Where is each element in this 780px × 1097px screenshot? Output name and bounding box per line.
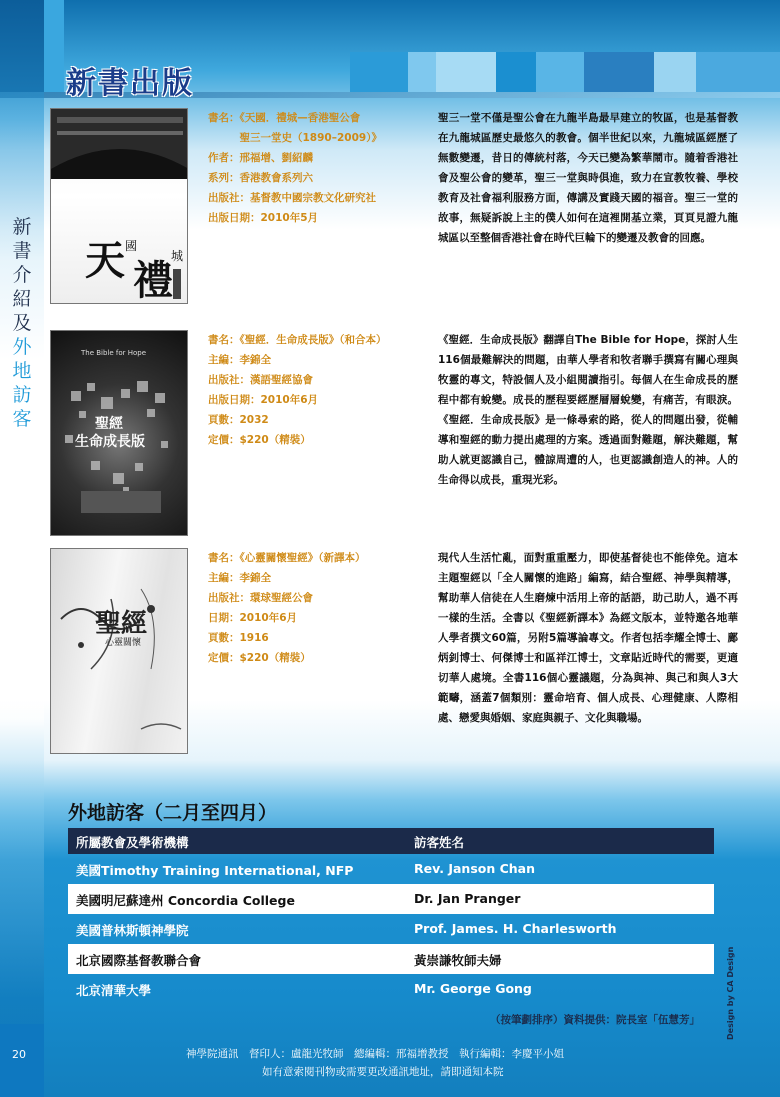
book-3-meta-date: 日期：2010年6月 bbox=[208, 612, 298, 624]
page-number: 20 bbox=[12, 1048, 26, 1061]
side-label-char: 外 bbox=[12, 336, 32, 358]
side-label-a: 新 bbox=[12, 216, 32, 238]
table-row bbox=[68, 914, 714, 944]
book-3-meta-title: 書名：《心靈關懷聖經》（新譯本） bbox=[208, 552, 366, 564]
table-row bbox=[68, 944, 714, 974]
book-3-description: 現代人生活忙亂，面對重重壓力，即使基督徒也不能倖免。這本主題聖經以「全人關懷的進路」編寫，結合聖經、神學與精導，幫助華人信徒在人生磨煉中活用上帝的話語，助己助人，過不再一樣的生活。全書以《聖經新譯本》為經文版本，並特邀各地華人學者撰文60篇，另附5篇導論專文。作者包括李耀全博士、鄺炳釗博士、何傑博士和區祥江博士，文章貼近時代的需要，更適切華人處境。全書116個心靈議題，分為與神、與己和與人3大範疇，涵蓋7個類別：靈命培育、個人成長、心理健康、人際相處、戀愛與婚姻、家庭與親子、文化與職場。 bbox=[438, 552, 738, 724]
book-3-meta-editor: 主編：李錦全 bbox=[208, 572, 271, 584]
cover1-char-big2: 禮 bbox=[133, 257, 173, 304]
book-1-meta-author: 作者：邢福增、劉紹麟 bbox=[208, 152, 313, 164]
book-2-meta-publisher: 出版社：漢語聖經協會 bbox=[208, 374, 313, 386]
institution-cell: 北京國際基督教聯合會 bbox=[76, 953, 202, 968]
side-strip bbox=[0, 0, 44, 1097]
book-3-meta bbox=[208, 548, 366, 668]
visitors-table bbox=[68, 828, 714, 1004]
visitors-table-header bbox=[68, 828, 714, 854]
book-3-meta-price: 定價：$220（精裝） bbox=[208, 652, 311, 664]
side-label bbox=[10, 215, 34, 431]
side-label-char: 書 bbox=[12, 240, 32, 262]
book-2-meta-date: 出版日期：2010年6月 bbox=[208, 394, 319, 406]
design-credit: Design by CA Design bbox=[726, 946, 735, 1040]
book-2-meta bbox=[208, 330, 387, 450]
book-1-meta bbox=[208, 108, 382, 228]
book-2-description: 《聖經．生命成長版》翻譯自The Bible for Hope，探討人生116個最難解決的問題，由華人學者和牧者聯手撰寫有關心理與牧靈的專文，特設個人及小組閱讀指引。每個人在生命成長的歷程中都有蛻變。成長的歷程要經歷層層蛻變，有痛苦，有眼淚。《聖經．生命成長版》是一條尋索的路，從人的問題出發，從輔導和聖經的動力提出處理的方案。透過面對難題，解決難題，幫助人就更認識自己，體諒周遭的人，也更認識創造人的神。人的生命得以成長，重現光彩。 bbox=[438, 334, 738, 486]
table-row bbox=[68, 854, 714, 884]
side-label-char: 客 bbox=[12, 408, 32, 430]
header-institution: 所屬教會及學術機構 bbox=[76, 835, 189, 850]
side-label-char: 訪 bbox=[12, 384, 32, 406]
book-1-meta-title-cont: 聖三一堂史（1890–2009）》 bbox=[208, 132, 382, 144]
institution-cell: 美國普林斯頓神學院 bbox=[76, 923, 189, 938]
header-visitor-name: 訪客姓名 bbox=[414, 835, 465, 850]
book-2-meta-price: 定價：$220（精裝） bbox=[208, 434, 311, 446]
cover1-char-big1: 天 bbox=[85, 237, 125, 284]
book-1-description: 聖三一堂不僅是聖公會在九龍半島最早建立的牧區，也是基督教在九龍城區歷史最悠久的教會。個半世紀以來，九龍城區經歷了無數變遷，昔日的傳統村落，今天已變為繁華鬧市。隨着香港社會及聖公會的變革，聖三一堂與時俱進，致力在宣教牧養、學校教育及社會福利服務方面，傳講及實踐天國的福音。聖三一堂的故事，無疑訴說上主的僕人如何在這裡開基立業，頁頁見證九龍城區以至整個香港社會在時代巨輪下的變遷及教會的回應。 bbox=[438, 112, 738, 244]
book-2-meta-title: 書名：《聖經．生命成長版》（和合本） bbox=[208, 334, 387, 346]
book-3-meta-publisher: 出版社：環球聖經公會 bbox=[208, 592, 313, 604]
side-label-char: 地 bbox=[12, 360, 32, 382]
book-1-meta-publisher: 出版社：基督教中國宗教文化研究社 bbox=[208, 192, 376, 204]
institution-cell: 美國Timothy Training International, NFP bbox=[76, 863, 354, 878]
visitor-cell: 黃崇謙牧師夫婦 bbox=[414, 953, 502, 968]
book-cover-2 bbox=[50, 330, 188, 536]
data-source-credit: （按筆劃排序）資料提供：院長室「伍慧芳」 bbox=[490, 1014, 700, 1026]
footer-publication-info: 神學院通訊 督印人：盧龍光牧師 總編輯：邢福增教授 執行編輯：李慶平小姐 bbox=[186, 1048, 564, 1060]
institution-cell: 北京清華大學 bbox=[76, 983, 152, 998]
table-row bbox=[68, 974, 714, 1004]
cover2-line2: 生命成長版 bbox=[75, 434, 145, 450]
book-cover-3 bbox=[50, 548, 188, 754]
book-cover-1 bbox=[50, 108, 188, 304]
visitor-cell: Rev. Janson Chan bbox=[414, 861, 536, 876]
cover3-title: 聖經 bbox=[95, 609, 148, 639]
book-1-meta-date: 出版日期：2010年5月 bbox=[208, 212, 319, 224]
cover2-top-text: The Bible for Hope bbox=[81, 349, 147, 357]
visitors-title: 外地訪客（二月至四月） bbox=[68, 802, 278, 824]
institution-cell: 美國明尼蘇達州 Concordia College bbox=[76, 893, 295, 908]
cover3-subtitle: 心靈關懷 bbox=[105, 638, 142, 648]
book-3-meta-pages: 頁數：1916 bbox=[208, 632, 269, 644]
visitor-cell: Prof. James. H. Charlesworth bbox=[414, 921, 617, 936]
cover2-line1: 聖經 bbox=[95, 416, 123, 432]
cover1-char-small1: 國 bbox=[125, 239, 138, 253]
page-title: 新書出版 bbox=[66, 66, 194, 101]
side-label-char: 介 bbox=[12, 264, 32, 286]
footer-notice: 如有意索閱刊物或需要更改通訊地址，請即通知本院 bbox=[262, 1066, 504, 1078]
visitor-cell: Dr. Jan Pranger bbox=[414, 891, 521, 906]
visitor-cell: Mr. George Gong bbox=[414, 981, 532, 996]
book-1-meta-title: 書名：《天國．禮城—香港聖公會 bbox=[208, 112, 361, 124]
book-2-meta-pages: 頁數：2032 bbox=[208, 414, 269, 426]
book-2-meta-editor: 主編：李錦全 bbox=[208, 354, 271, 366]
book-cover-3-art bbox=[51, 549, 188, 754]
book-1-meta-series: 系列：香港教會系列六 bbox=[208, 172, 313, 184]
cover1-char-small2: 城 bbox=[171, 249, 184, 263]
side-label-char: 及 bbox=[12, 312, 32, 334]
table-row bbox=[68, 884, 714, 914]
side-label-char: 紹 bbox=[12, 288, 32, 310]
